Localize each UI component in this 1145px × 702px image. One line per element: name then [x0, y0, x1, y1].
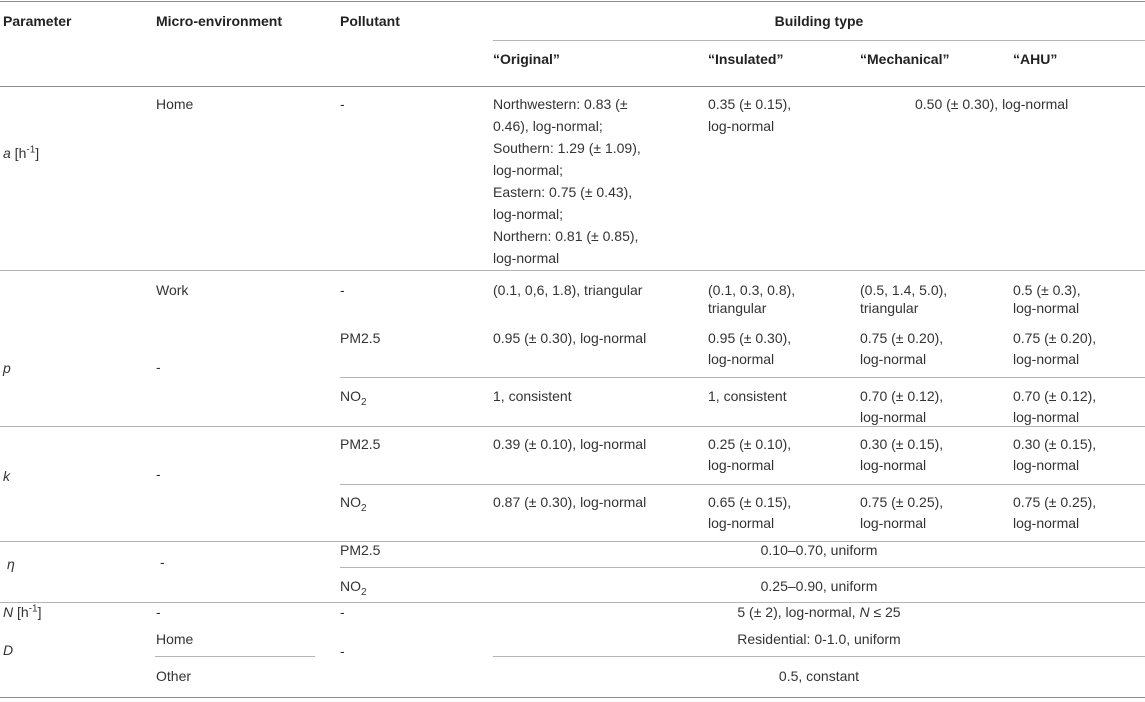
k-no2-insulated-line: log-normal	[708, 515, 775, 531]
a-original-line: log-normal;	[493, 162, 564, 178]
param-a-unit-sup: -1	[26, 144, 36, 156]
p-no2-original: 1, consistent	[493, 388, 572, 404]
d-home-value: Residential: 0-1.0, uniform	[737, 631, 901, 647]
header-mechanical: “Mechanical”	[860, 51, 950, 67]
row-rule-a	[0, 270, 1145, 271]
k-pm25-mechanical-line: log-normal	[860, 457, 927, 473]
a-original-line: log-normal	[493, 250, 560, 266]
micro-n: -	[156, 604, 161, 620]
p-no2-mechanical-line: log-normal	[860, 409, 927, 425]
header-original: “Original”	[493, 51, 560, 67]
k-no2-original: 0.87 (± 0.30), log-normal	[493, 494, 647, 510]
k-pm25-insulated-line: log-normal	[708, 457, 775, 473]
header-micro-environment: Micro-environment	[156, 13, 283, 29]
a-original-line: Northwestern: 0.83 (±	[493, 96, 628, 112]
micro-work: Work	[156, 282, 189, 298]
param-eta: η	[7, 556, 15, 572]
work-insulated-line: triangular	[708, 300, 767, 316]
p-pm25-mechanical-line: log-normal	[860, 351, 927, 367]
param-p: p	[3, 360, 11, 376]
pollutant-eta-no2-base: NO	[340, 578, 361, 594]
k-pm25-original: 0.39 (± 0.10), log-normal	[493, 436, 647, 452]
row-rule-k-no2	[340, 484, 1145, 485]
work-ahu-line: 0.5 (± 0.3),	[1013, 282, 1081, 298]
pollutant-work: -	[340, 282, 345, 298]
micro-d-other: Other	[156, 668, 192, 684]
pollutant-n: -	[340, 604, 345, 620]
micro-d-home: Home	[156, 631, 194, 647]
param-n-symbol: N	[3, 604, 14, 620]
work-insulated-line: (0.1, 0.3, 0.8),	[708, 282, 796, 298]
row-rule-d-home	[155, 656, 315, 657]
pollutant-eta-no2	[340, 575, 367, 597]
param-n-unit-suffix: ]	[37, 604, 42, 620]
row-rule-p-no2	[340, 377, 1145, 378]
param-n-unit-prefix: [h	[13, 604, 29, 620]
pollutant-d: -	[340, 643, 345, 659]
p-pm25-original: 0.95 (± 0.30), log-normal	[493, 330, 647, 346]
pollutant-p-pm25: PM2.5	[340, 330, 381, 346]
row-rule-d-home-value	[493, 656, 1145, 657]
param-k: k	[3, 468, 10, 484]
param-n-unit-sup: -1	[28, 603, 38, 615]
pollutant-p-no2-base: NO	[340, 388, 361, 404]
n-value-prefix: 5 (± 2), log-normal,	[737, 604, 860, 620]
p-pm25-ahu-line: 0.75 (± 0.20),	[1013, 330, 1097, 346]
micro-home: Home	[156, 96, 194, 112]
k-pm25-ahu-line: 0.30 (± 0.15),	[1013, 436, 1097, 452]
p-no2-mechanical-line: 0.70 (± 0.12),	[860, 388, 944, 404]
k-pm25-mechanical-line: 0.30 (± 0.15),	[860, 436, 944, 452]
param-d: D	[3, 642, 14, 658]
building-type-rule	[493, 40, 1145, 41]
header-parameter: Parameter	[3, 13, 72, 29]
a-original-line: log-normal;	[493, 206, 564, 222]
pollutant-k-no2-base: NO	[340, 494, 361, 510]
row-rule-eta-no2	[340, 567, 1145, 568]
p-pm25-insulated-line: 0.95 (± 0.30),	[708, 330, 792, 346]
n-value	[493, 601, 1145, 623]
header-pollutant: Pollutant	[340, 13, 400, 29]
header-building-type: Building type	[774, 13, 864, 29]
k-no2-ahu-line: 0.75 (± 0.25),	[1013, 494, 1097, 510]
header-bottom-rule	[0, 86, 1145, 87]
param-a-unit-suffix: ]	[35, 145, 40, 161]
pollutant-p-no2-sub: 2	[361, 396, 367, 408]
a-original-line: Northern: 0.81 (± 0.85),	[493, 228, 639, 244]
a-original-line: Eastern: 0.75 (± 0.43),	[493, 184, 633, 200]
pollutant-a: -	[340, 96, 345, 112]
d-other-value: 0.5, constant	[778, 668, 860, 684]
k-no2-ahu-line: log-normal	[1013, 515, 1080, 531]
pollutant-k-no2	[340, 491, 367, 513]
a-original-line: Southern: 1.29 (± 1.09),	[493, 140, 641, 156]
p-pm25-ahu-line: log-normal	[1013, 351, 1080, 367]
work-mechanical-line: (0.5, 1.4, 5.0),	[860, 282, 948, 298]
p-pm25-insulated-line: log-normal	[708, 351, 775, 367]
param-n	[3, 601, 42, 623]
a-original-line: 0.46), log-normal;	[493, 118, 603, 134]
param-a-unit-prefix: [h	[10, 145, 27, 161]
work-mechanical-line: triangular	[860, 300, 919, 316]
micro-p: -	[156, 359, 161, 375]
param-a-symbol: a	[3, 145, 11, 161]
a-mech-ahu-value: 0.50 (± 0.30), log-normal	[915, 96, 1069, 112]
pollutant-p-no2	[340, 385, 367, 407]
k-pm25-insulated-line: 0.25 (± 0.10),	[708, 436, 792, 452]
table-bottom-rule	[0, 697, 1145, 698]
k-no2-mechanical-line: log-normal	[860, 515, 927, 531]
micro-eta: -	[160, 554, 165, 570]
a-insulated-line: log-normal	[708, 118, 775, 134]
p-no2-ahu-line: log-normal	[1013, 409, 1080, 425]
pollutant-k-no2-sub: 2	[361, 502, 367, 514]
table-top-rule	[0, 1, 1145, 2]
micro-k: -	[156, 466, 161, 482]
header-insulated: “Insulated”	[708, 51, 784, 67]
eta-no2-value: 0.25–0.90, uniform	[760, 578, 878, 594]
eta-pm25-value: 0.10–0.70, uniform	[760, 542, 878, 558]
p-pm25-mechanical-line: 0.75 (± 0.20),	[860, 330, 944, 346]
n-value-suffix: ≤ 25	[869, 604, 901, 620]
param-a	[3, 142, 39, 164]
k-no2-insulated-line: 0.65 (± 0.15),	[708, 494, 792, 510]
header-ahu: “AHU”	[1013, 51, 1058, 67]
p-no2-ahu-line: 0.70 (± 0.12),	[1013, 388, 1097, 404]
p-no2-insulated: 1, consistent	[708, 388, 787, 404]
pollutant-eta-no2-sub: 2	[361, 586, 367, 598]
work-original: (0.1, 0,6, 1.8), triangular	[493, 282, 643, 298]
pollutant-eta-pm25: PM2.5	[340, 542, 381, 558]
k-pm25-ahu-line: log-normal	[1013, 457, 1080, 473]
work-ahu-line: log-normal	[1013, 300, 1080, 316]
pollutant-k-pm25: PM2.5	[340, 436, 381, 452]
a-insulated-line: 0.35 (± 0.15),	[708, 96, 792, 112]
row-rule-k	[0, 426, 1145, 427]
n-value-var: N	[859, 604, 870, 620]
k-no2-mechanical-line: 0.75 (± 0.25),	[860, 494, 944, 510]
